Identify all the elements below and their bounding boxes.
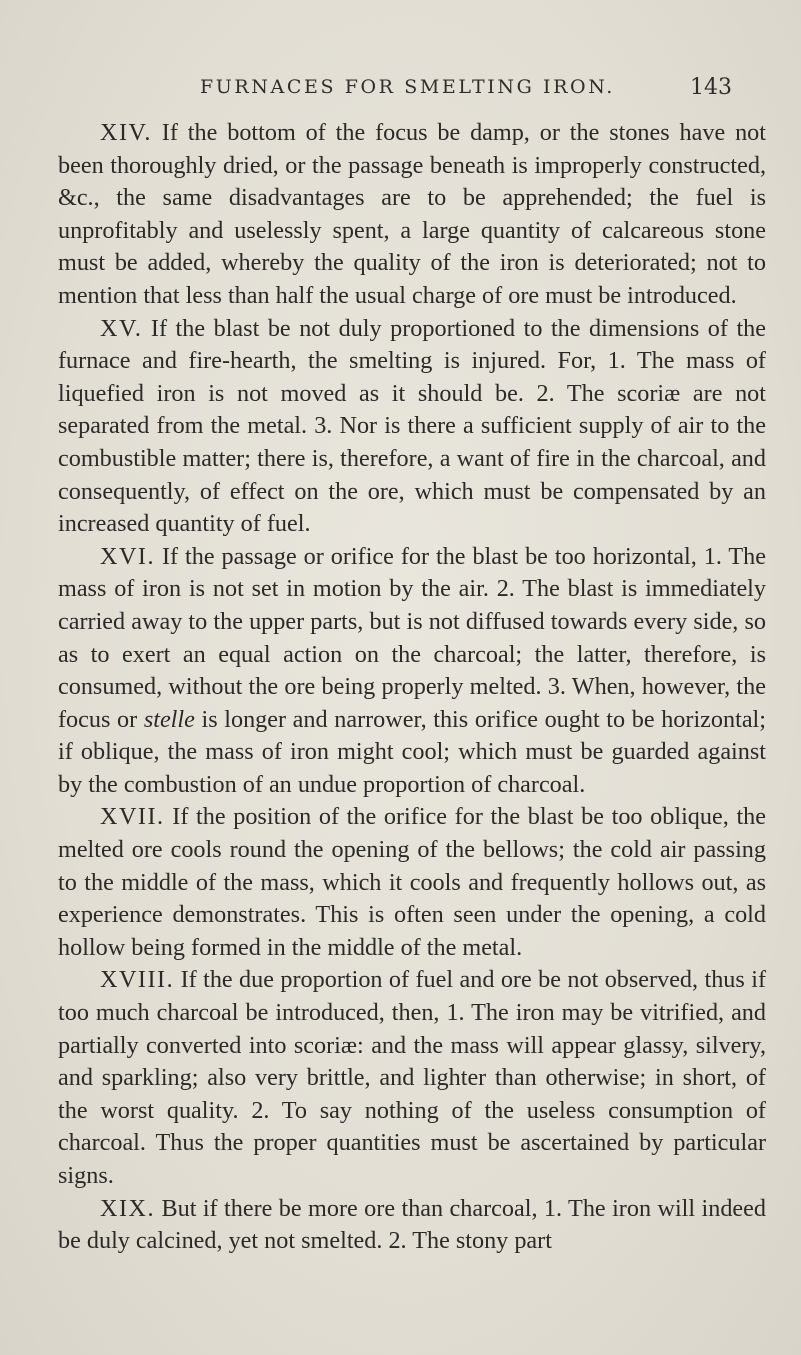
paragraph-text: If the blast be not duly proportioned to the dimensions of the furnace and fire-hearth, the smelting is injured. For, 1. The mass of liquefied iron is not moved as it should be. 2. The scoriæ are not separated from the metal. 3. Nor is there a sufficient supply of air to the combustible matter; there is, therefore, a want of fire in the charcoal, and consequently, of effect on the ore, which must be compensated by an increased quantity of fuel. — [58, 314, 766, 538]
section-numeral: XIX. — [100, 1194, 156, 1222]
paragraph-xiv — [58, 117, 766, 313]
running-head — [0, 76, 801, 106]
italic-term: stelle — [143, 705, 195, 733]
paragraph-xix — [58, 1193, 766, 1258]
page-number: 143 — [690, 75, 732, 100]
paragraph-text: If the passage or orifice for the blast be too horizontal, 1. The mass of iron is not set in motion by the air. 2. The blast is immediately carried away to the upper parts, but is not diffused towards every side, so as to exert an equal action on the charcoal; the latter, therefore, is consumed, without the ore being properly melted. 3. When, however, the focus or — [58, 542, 766, 733]
section-numeral: XVII. — [100, 803, 165, 831]
paragraph-text: But if there be more ore than charcoal, 1. The iron will indeed be duly calcined, yet not smelted. 2. The stony part — [58, 1194, 766, 1255]
section-numeral: XV. — [100, 314, 143, 342]
body-text — [58, 117, 766, 1258]
paragraph-text: If the position of the orifice for the blast be too oblique, the melted ore cools round the opening of the bellows; the cold air passing to the middle of the mass, which it cools and frequently hollows out, as experience demonstrates. This is often seen under the opening, a cold hollow being formed in the middle of the metal. — [58, 803, 766, 961]
section-numeral: XIV. — [100, 119, 152, 146]
paragraph-xviii — [58, 964, 766, 1192]
paragraph-xvii — [58, 801, 766, 964]
paragraph-xv — [58, 313, 766, 541]
paragraph-xvi — [58, 541, 766, 802]
paragraph-text: If the due proportion of fuel and ore be not observed, thus if too much charcoal be introduced, then, 1. The iron may be vitrified, and partially converted into scoriæ: and the mass will appear glassy, silvery, and sparkling; also very brittle, and lighter than otherwise; in short, of the worst quality. 2. To say nothing of the useless consumption of charcoal. Thus the proper quantities must be ascertained by particular signs. — [58, 966, 766, 1189]
paragraph-text-continued: is longer and narrower, this orifice ought to be horizontal; if oblique, the mass of iron might cool; which must be guarded against by the combustion of an undue proportion of charcoal. — [58, 705, 766, 798]
paragraph-text: If the bottom of the focus be damp, or the stones have not been thoroughly dried, or the passage beneath is improperly constructed, &c., the same disadvantages are to be apprehended; the fuel is unprofitably and uselessly spent, a large quantity of calcareous stone must be added, whereby the quality of the iron is deteriorated; not to mention that less than half the usual charge of ore must be introduced. — [58, 119, 766, 309]
section-numeral: XVIII. — [100, 966, 175, 994]
section-numeral: XVI. — [100, 542, 156, 570]
running-title: FURNACES FOR SMELTING IRON. — [200, 76, 615, 98]
